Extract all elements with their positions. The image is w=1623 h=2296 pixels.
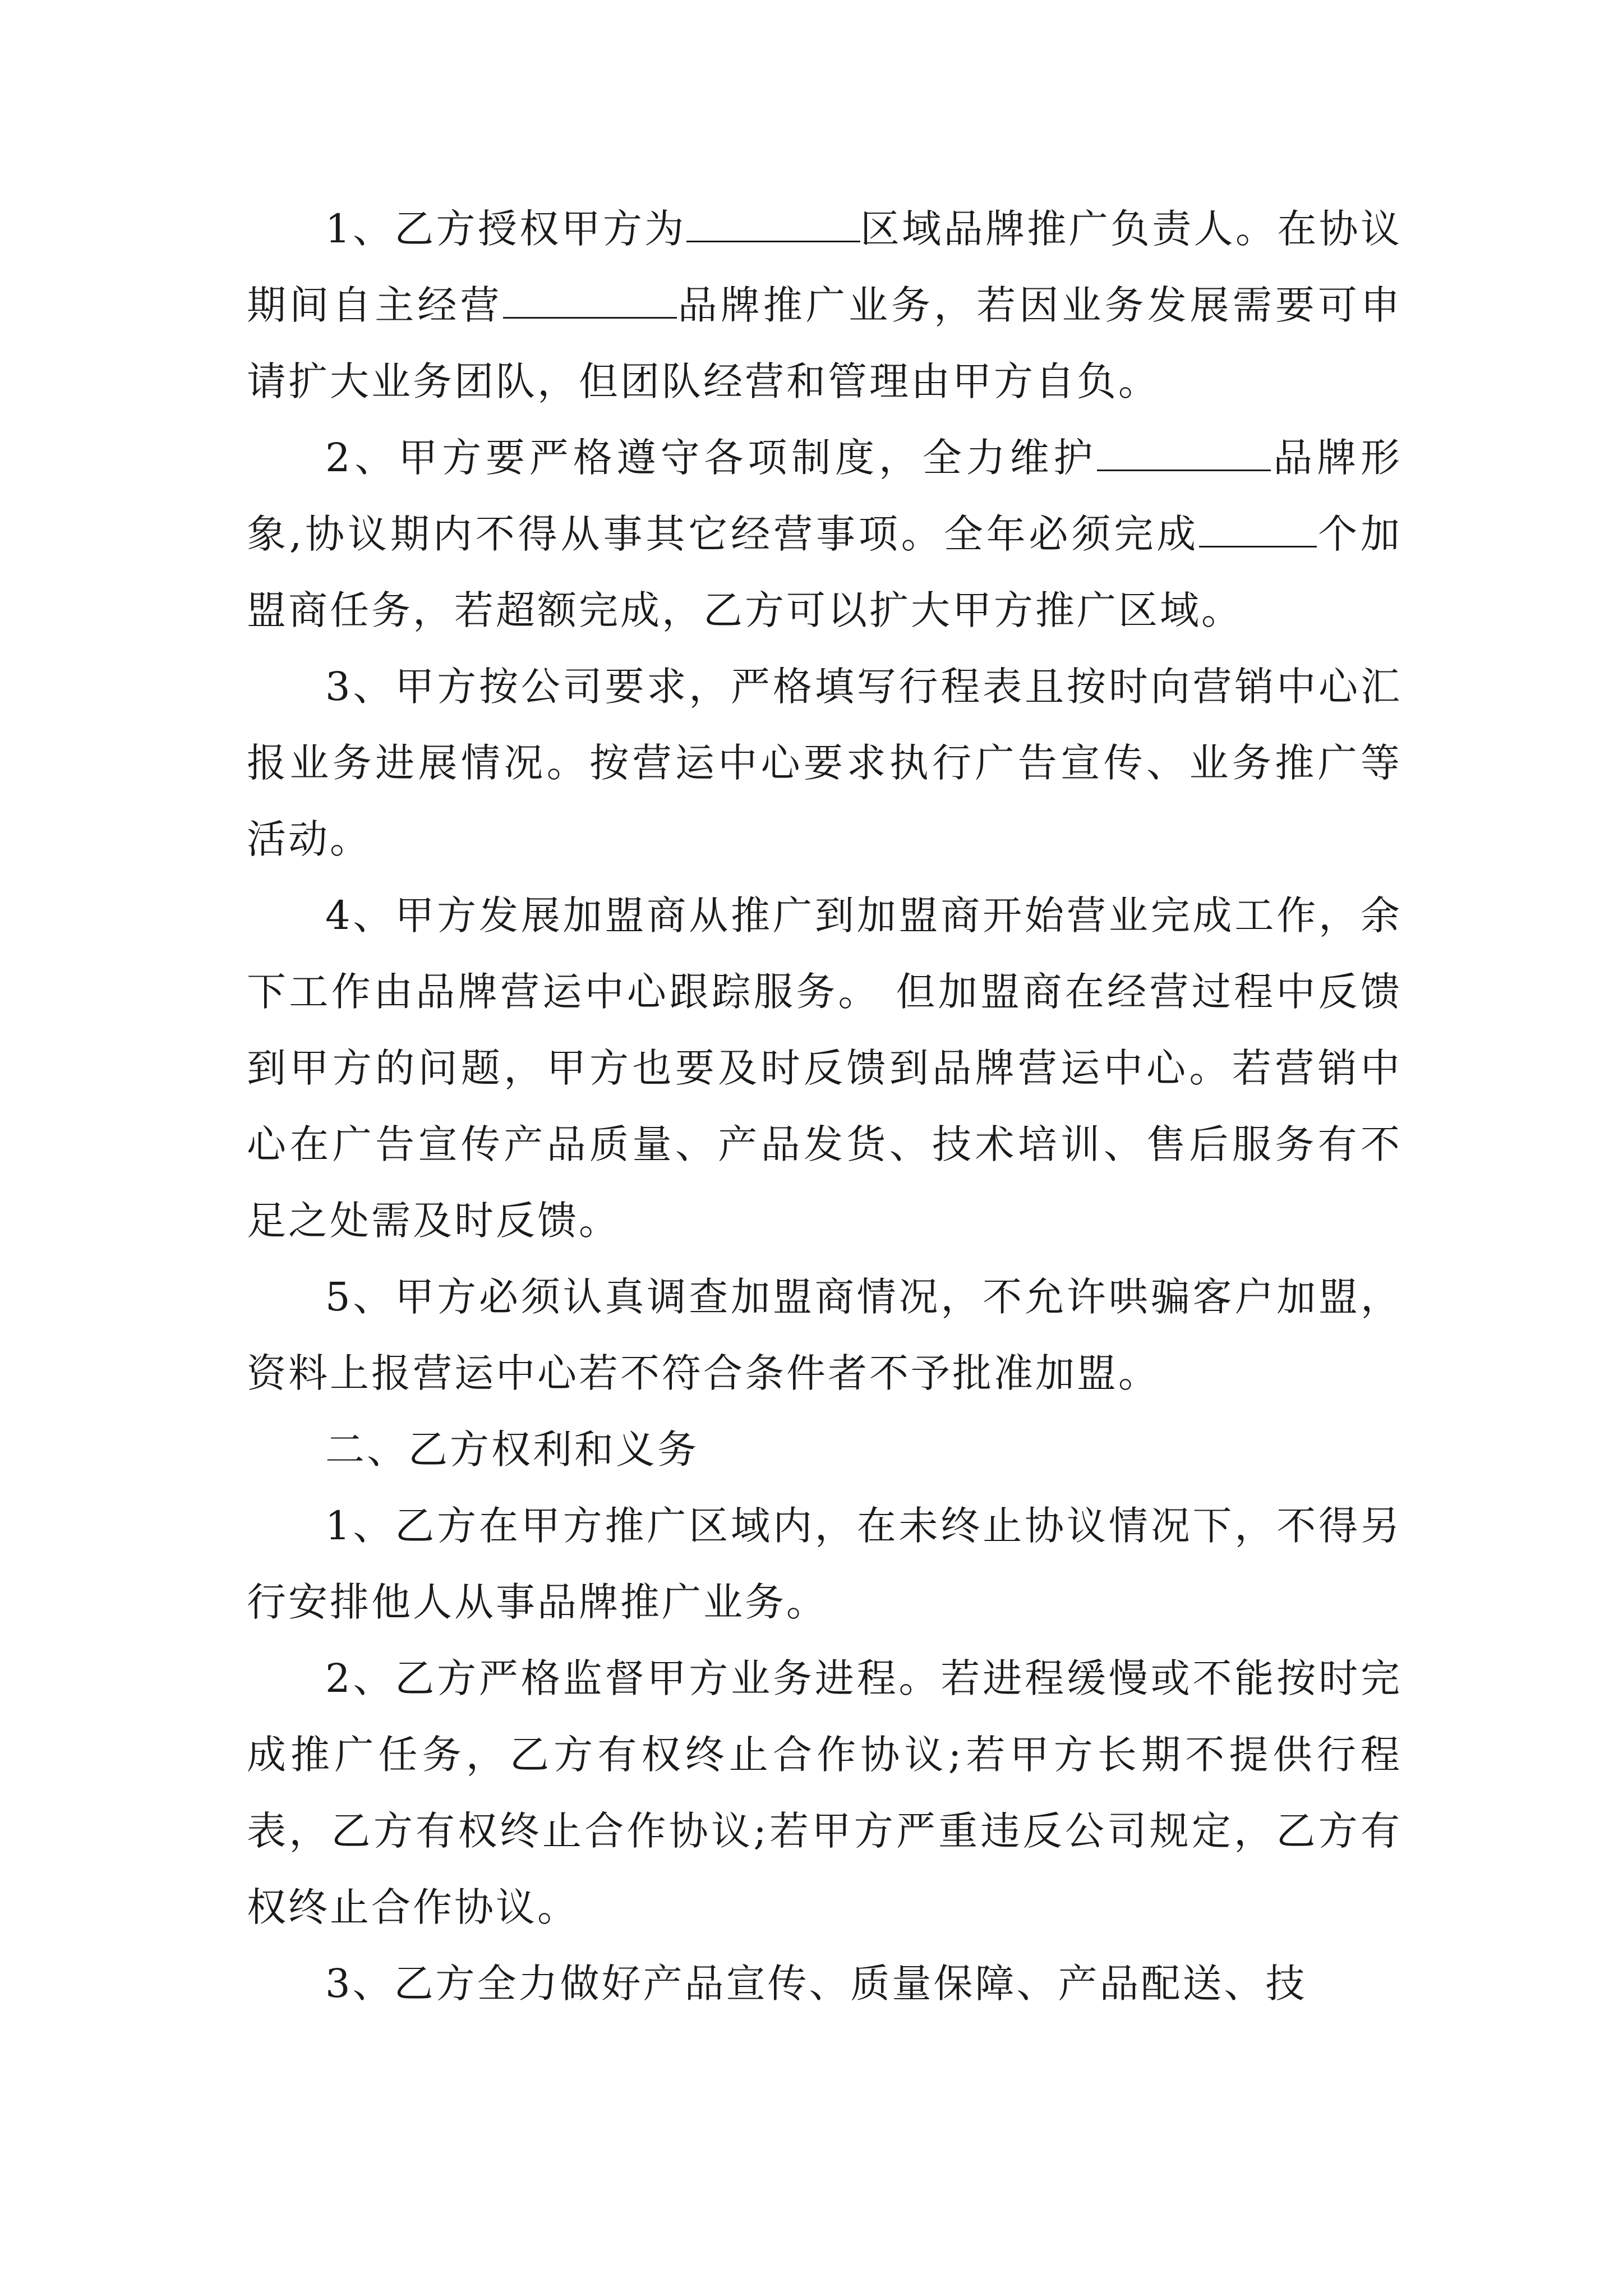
paragraph-6: 1、乙方在甲方推广区域内，在未终止协议情况下，不得另行安排他人从事品牌推广业务。 [247, 1503, 1402, 1625]
paragraph-8: 3、乙方全力做好产品宣传、质量保障、产品配送、技 [325, 1961, 1307, 2007]
blank-line [686, 204, 860, 243]
paragraph-5: 5、甲方必须认真调查加盟商情况，不允许哄骗客户加盟，资料上报营运中心若不符合条件者不予批准加盟。 [247, 1274, 1402, 1396]
paragraph-2 [247, 420, 1402, 648]
paragraph-2-text-a: 2、甲方要严格遵守各项制度，全力维护 [325, 435, 1098, 481]
section-heading-2: 二、乙方权利和义务 [325, 1427, 699, 1473]
blank-line [1097, 432, 1271, 472]
paragraph-1-text-c: 品牌推广业务，若因业务发展需要可申请扩大业务团队，但团队经营和管理由甲方自负。 [247, 282, 1403, 404]
paragraph-7: 2、乙方严格监督甲方业务进程。若进程缓慢或不能按时完成推广任务，乙方有权终止合作协议;若甲方长期不提供行程表，乙方有权终止合作协议;若甲方严重违反公司规定，乙方有权终止合作协议。 [247, 1655, 1402, 1930]
paragraph-2-text-b: 品牌形象,协议期内不得从事其它经营事项。全年必须完成 [247, 435, 1402, 557]
paragraph-2-text-c: 个加盟商任务，若超额完成，乙方可以扩大甲方推广区域。 [247, 511, 1403, 633]
blank-line [1199, 509, 1317, 548]
paragraph-1-text-b: 区域品牌推广负责人。在协议期间自主经营 [247, 206, 1402, 328]
paragraph-4: 4、甲方发展加盟商从推广到加盟商开始营业完成工作，余下工作由品牌营运中心跟踪服务。 但加盟商在经营过程中反馈到甲方的问题，甲方也要及时反馈到品牌营运中心。若营销中心在广告宣传产品质量、产品发货、技术培训、售后服务有不足之处需及时反馈。 [247, 892, 1402, 1244]
document-page [247, 191, 1402, 2022]
paragraph-3: 3、甲方按公司要求，严格填写行程表且按时向营销中心汇报业务进展情况。按营运中心要求执行广告宣传、业务推广等活动。 [247, 664, 1402, 862]
paragraph-1-text-a: 1、乙方授权甲方为 [325, 206, 686, 252]
paragraph-1 [247, 191, 1402, 420]
blank-line [503, 280, 677, 319]
